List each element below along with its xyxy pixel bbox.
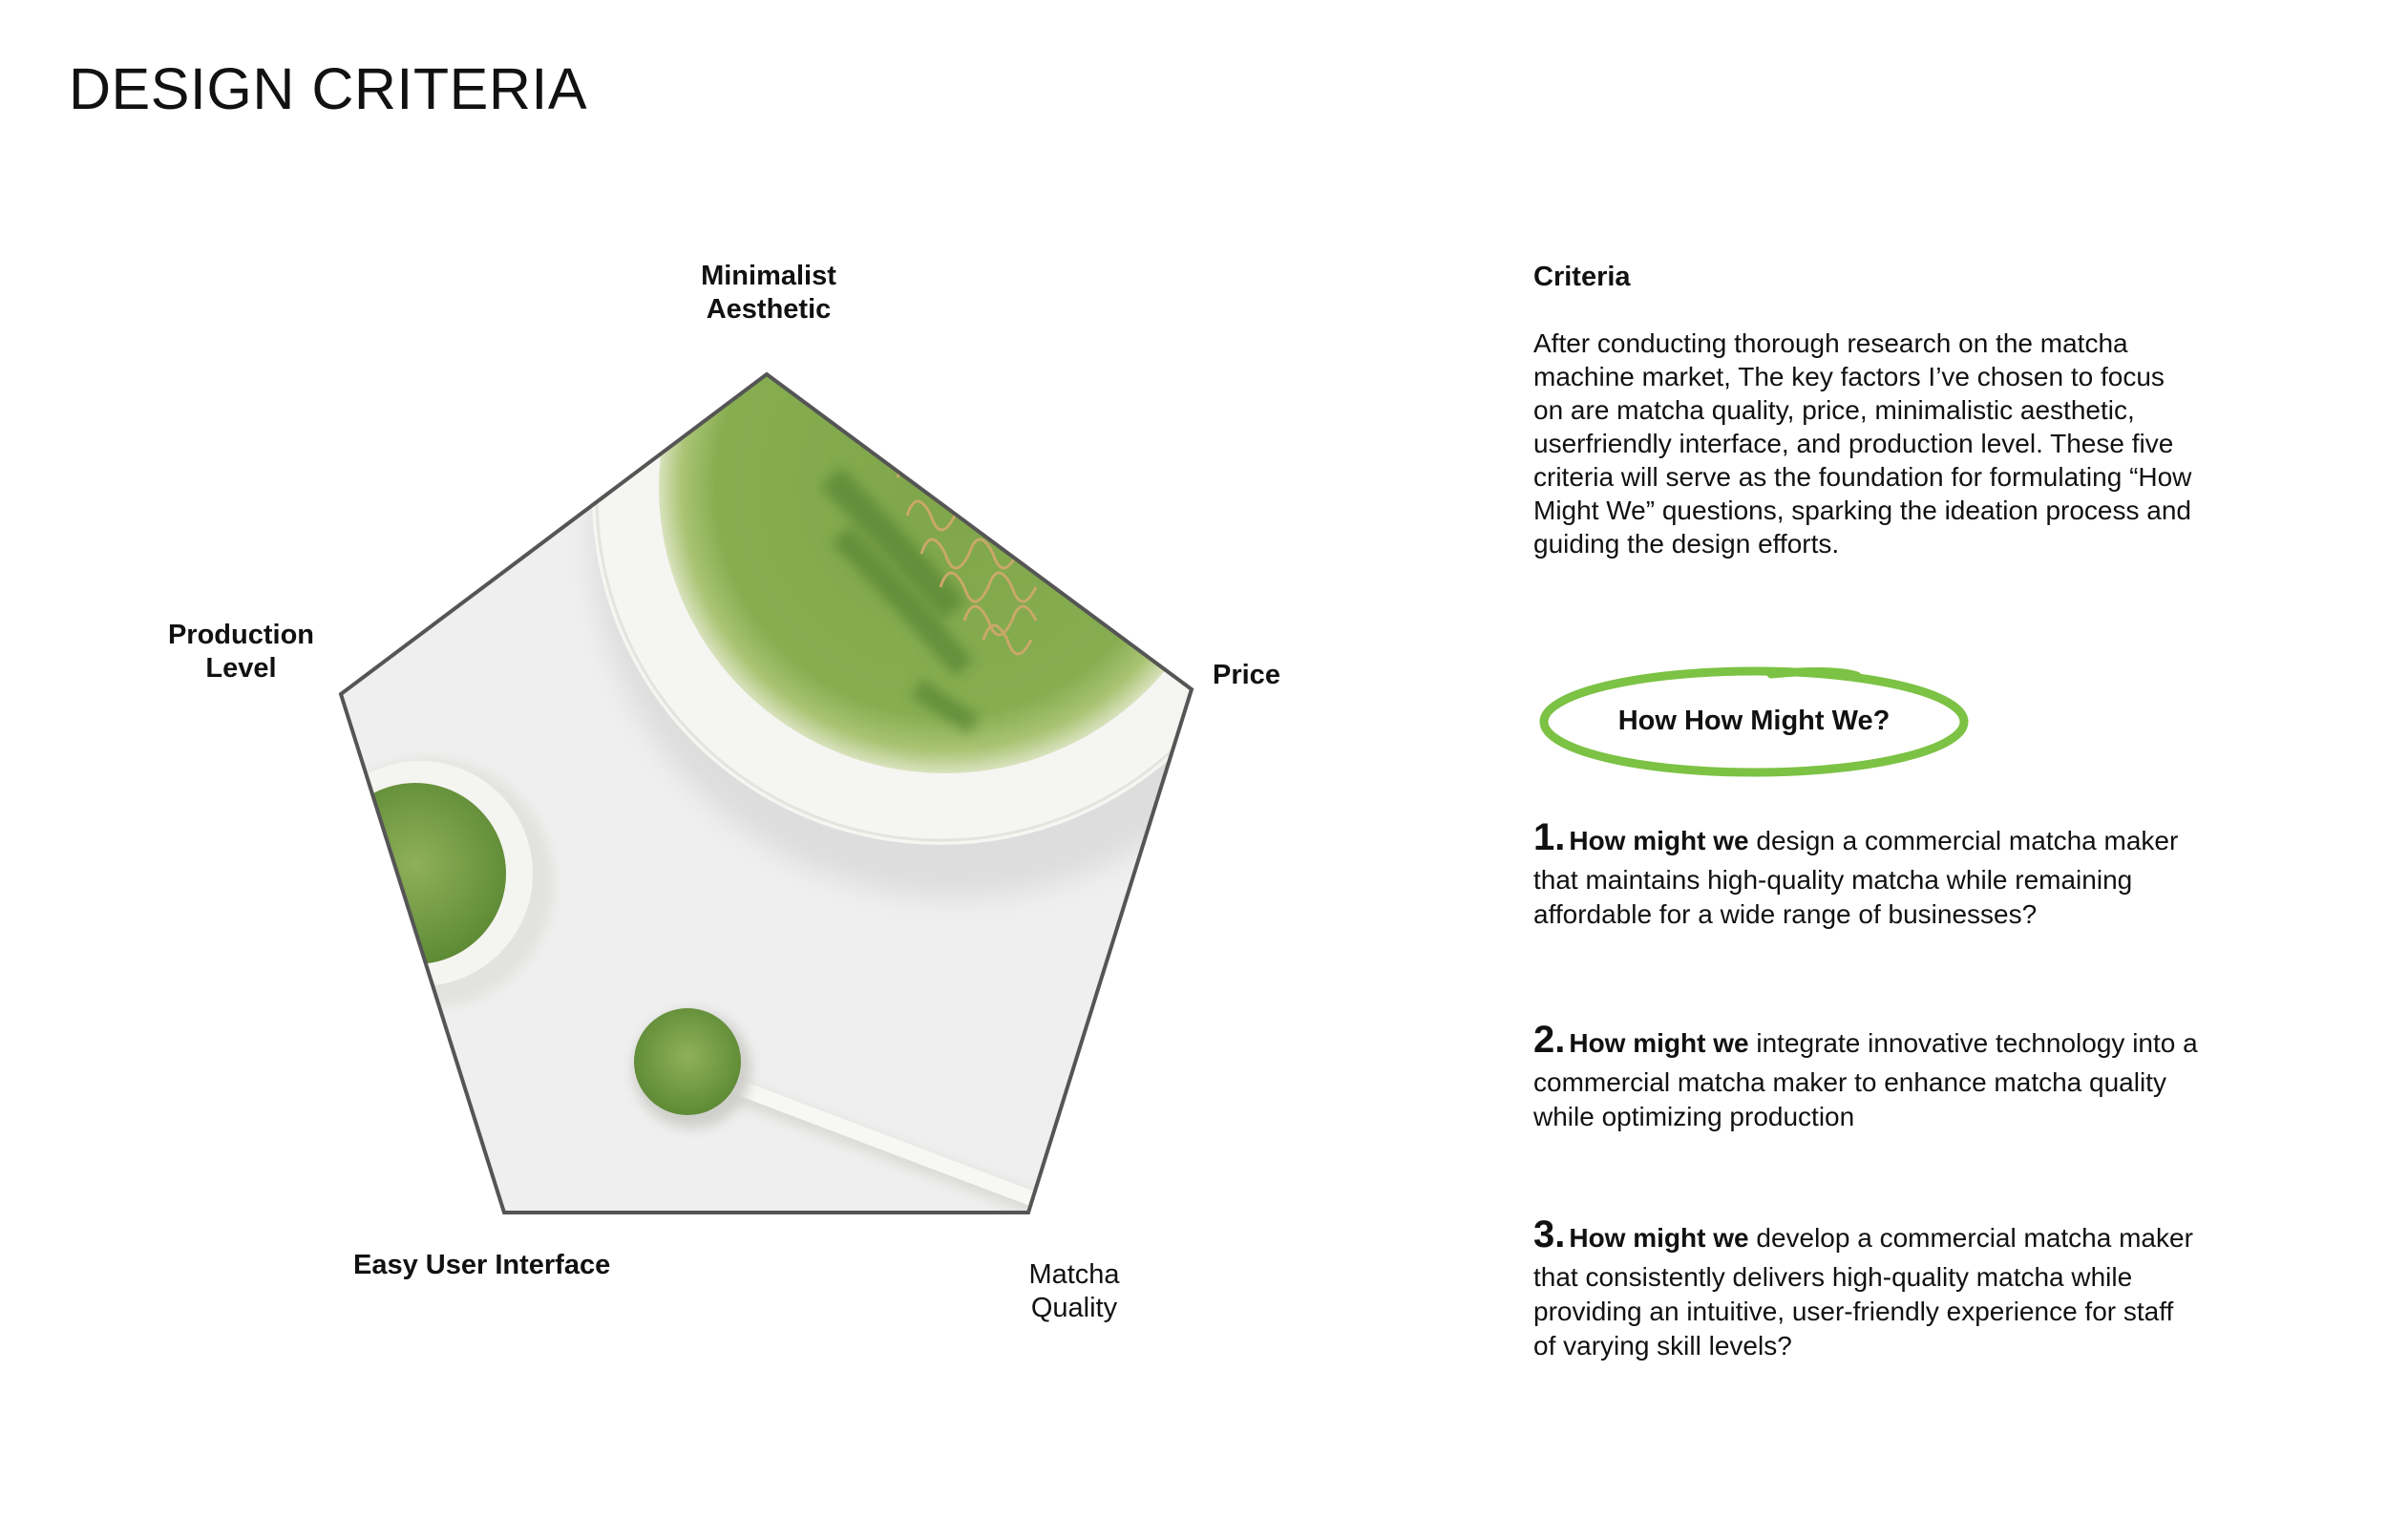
label-matcha-quality: Matcha Quality — [1028, 1259, 1120, 1324]
question-lead: How might we — [1569, 1223, 1749, 1253]
label-price: Price — [1213, 660, 1280, 690]
matcha-scoop — [634, 1008, 741, 1115]
criteria-description: After conducting thorough research on the matcha machine market, The key factors I’ve chosen to focus on are matcha quality, price, minimalistic aesthetic, userfriendly interface, and production level. These five criteria will serve as the foundation for formulating “How Might We” questions, sparking the ideation process and guiding the design efforts. — [1533, 328, 2192, 559]
label-production-level: Production Level — [167, 620, 315, 685]
page-title: DESIGN CRITERIA — [69, 56, 588, 121]
label-minimalist-aesthetic: Minimalist Aesthetic — [701, 261, 836, 326]
hmw-question-1 — [1533, 813, 2202, 932]
question-number: 3. — [1533, 1213, 1566, 1255]
question-number: 2. — [1533, 1019, 1566, 1061]
label-easy-user-interface: Easy User Interface — [353, 1250, 611, 1280]
matcha-powder-bowl — [325, 783, 506, 964]
question-text: integrate innovative technology into a commercial matcha maker to enhance matcha quality while optimizing production — [1533, 1028, 2198, 1131]
hmw-label: How How Might We? — [1617, 706, 1891, 736]
question-text: develop a commercial matcha maker that consistently delivers high-quality matcha while providing an intuitive, user-friendly experience for staff of varying skill levels? — [1533, 1223, 2193, 1361]
question-number: 1. — [1533, 816, 1566, 858]
question-lead: How might we — [1569, 826, 1749, 855]
criteria-heading: Criteria — [1533, 262, 1631, 292]
hmw-question-2 — [1533, 1016, 2202, 1134]
hmw-question-3 — [1533, 1211, 2202, 1363]
question-text: design a commercial matcha maker that maintains high-quality matcha while remaining affordable for a wide range of businesses? — [1533, 826, 2179, 929]
question-lead: How might we — [1569, 1028, 1749, 1058]
